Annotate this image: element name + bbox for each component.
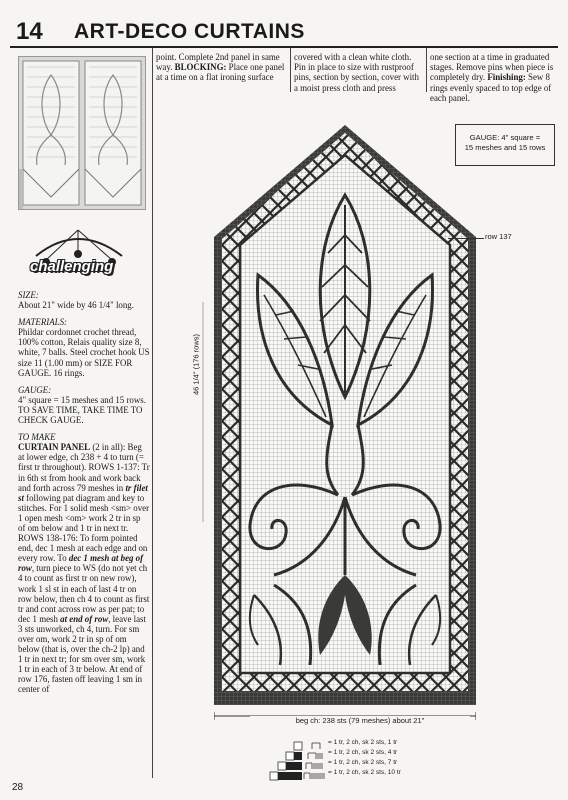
page-header [10, 16, 558, 48]
stitch-key-row [268, 748, 458, 758]
materials-text: Phildar cordonnet crochet thread, 100% cotton, Relais quality size 8, white, 7 balls. Steel crochet hook US size 11 (1.00 mm) or SIZE FOR GAUGE. 16 rings. [18, 327, 150, 378]
stitch-key-text: = 1 tr, 2 ch, sk 2 sts, 1 tr [328, 739, 398, 746]
blocking-heading: BLOCKING: [174, 62, 227, 73]
gauge-heading: GAUGE: [18, 384, 52, 395]
filet-chart-diagram [214, 125, 476, 705]
stitch-key-text: = 1 tr, 2 ch, sk 2 sts, 4 tr [328, 749, 398, 756]
panel-emphasis: at end of row [60, 613, 109, 624]
blocking-column [156, 52, 286, 83]
stitch-key-row [268, 758, 458, 768]
panel-text: (2 in all): Beg at lower edge, ch 238 + 4 to turn (= first tr throughout). ROWS 1-137: Tr in 6th st from hook and work back and forth across 79 meshes in [18, 442, 150, 493]
panel-text: , turn piece to WS (do not yet ch 4 to count as first tr on new row), work 1 sl st in each of last 4 tr on row below, then ch 4 to count as first tr and cont across row as per pat; to dec 1 mesh [18, 563, 150, 624]
to-make-section [18, 432, 150, 694]
skill-level-label: challenging [30, 258, 114, 275]
column-divider [152, 48, 153, 778]
chart-gauge-line2: 15 meshes and 15 rows [464, 143, 546, 152]
size-text: About 21" wide by 46 1/4" long. [18, 300, 134, 311]
size-heading: SIZE: [18, 290, 39, 300]
column-divider [426, 48, 427, 92]
finishing-text: Sew 8 rings evenly spaced to top edge of each panel. [430, 72, 552, 103]
finishing-text: one section at a time in graduated stages. Remove pins when piece is completely dry. [430, 52, 554, 83]
page-title: ART-DECO CURTAINS [74, 20, 305, 43]
materials-section [18, 317, 150, 378]
skill-level-badge [18, 218, 144, 280]
pattern-number: 14 [16, 18, 43, 45]
column-divider [290, 48, 291, 92]
panel-emphasis: dec 1 mesh at beg of row [18, 553, 144, 574]
gauge-section [18, 385, 150, 425]
curtain-photo [18, 56, 146, 210]
finishing-column [430, 52, 558, 103]
stitch-key-text: = 1 tr, 2 ch, sk 2 sts, 10 tr [328, 769, 401, 776]
folio-page-number: 28 [12, 782, 24, 793]
materials-heading: MATERIALS: [18, 317, 67, 328]
height-dimension-label: 46 1/4" (176 rows) [191, 333, 201, 396]
curtain-panel-heading: CURTAIN PANEL [18, 442, 91, 453]
instructions-column [18, 290, 150, 702]
row-137-label: row 137 [485, 232, 512, 241]
stitch-key-text: = 1 tr, 2 ch, sk 2 sts, 7 tr [328, 759, 398, 766]
triple-solid-mesh-icon [268, 771, 326, 781]
filet-chart [214, 125, 476, 710]
stitch-key-row [268, 738, 458, 748]
stitch-key-row [268, 768, 458, 778]
row-137-pointer [448, 238, 484, 239]
pressing-text: covered with a clean white cloth. Pin in place to size with rustproof pins, section by section, cover with a moist press cloth and press [294, 52, 419, 93]
chart-gauge-line1: GAUGE: 4" square = [469, 133, 541, 142]
panel-text: following pat diagram and key to stitches. For 1 solid mesh <sm> over 1 open mesh <om> work 2 tr in sp of om below and 1 tr in next tr. ROWS 138-176: To form pointed end, dec 1 mesh at each edge and on every row. To [18, 492, 150, 564]
blocking-text: point. Complete 2nd panel in same way. [156, 52, 280, 73]
gauge-text: 4" square = 15 meshes and 15 rows. TO SAVE TIME, TAKE TIME TO CHECK GAUGE. [18, 394, 146, 426]
width-dimension-label: beg ch: 238 sts (79 meshes) about 21" [250, 716, 470, 725]
panel-text: , leave last 3 sts unworked, ch 4, turn. For sm over om, work 2 tr in sp of om below (that is, over the ch-2 lp) and 1 tr in next tr; for sm over sm, work 1 tr in each of 3 tr below. At end of row 176, fasten off leaving 1 sm in center of [18, 613, 146, 695]
chart-gauge-box [455, 124, 555, 166]
panel-emphasis: tr filet st [18, 482, 148, 503]
curtain-photo-image [19, 57, 145, 209]
finishing-heading: Finishing: [487, 72, 526, 83]
size-section [18, 290, 150, 310]
blocking-text: Place one panel at a time on a flat ironing surface [156, 62, 285, 83]
to-make-heading: TO MAKE [18, 432, 56, 443]
pressing-column [294, 52, 422, 93]
stitch-key [268, 738, 458, 782]
